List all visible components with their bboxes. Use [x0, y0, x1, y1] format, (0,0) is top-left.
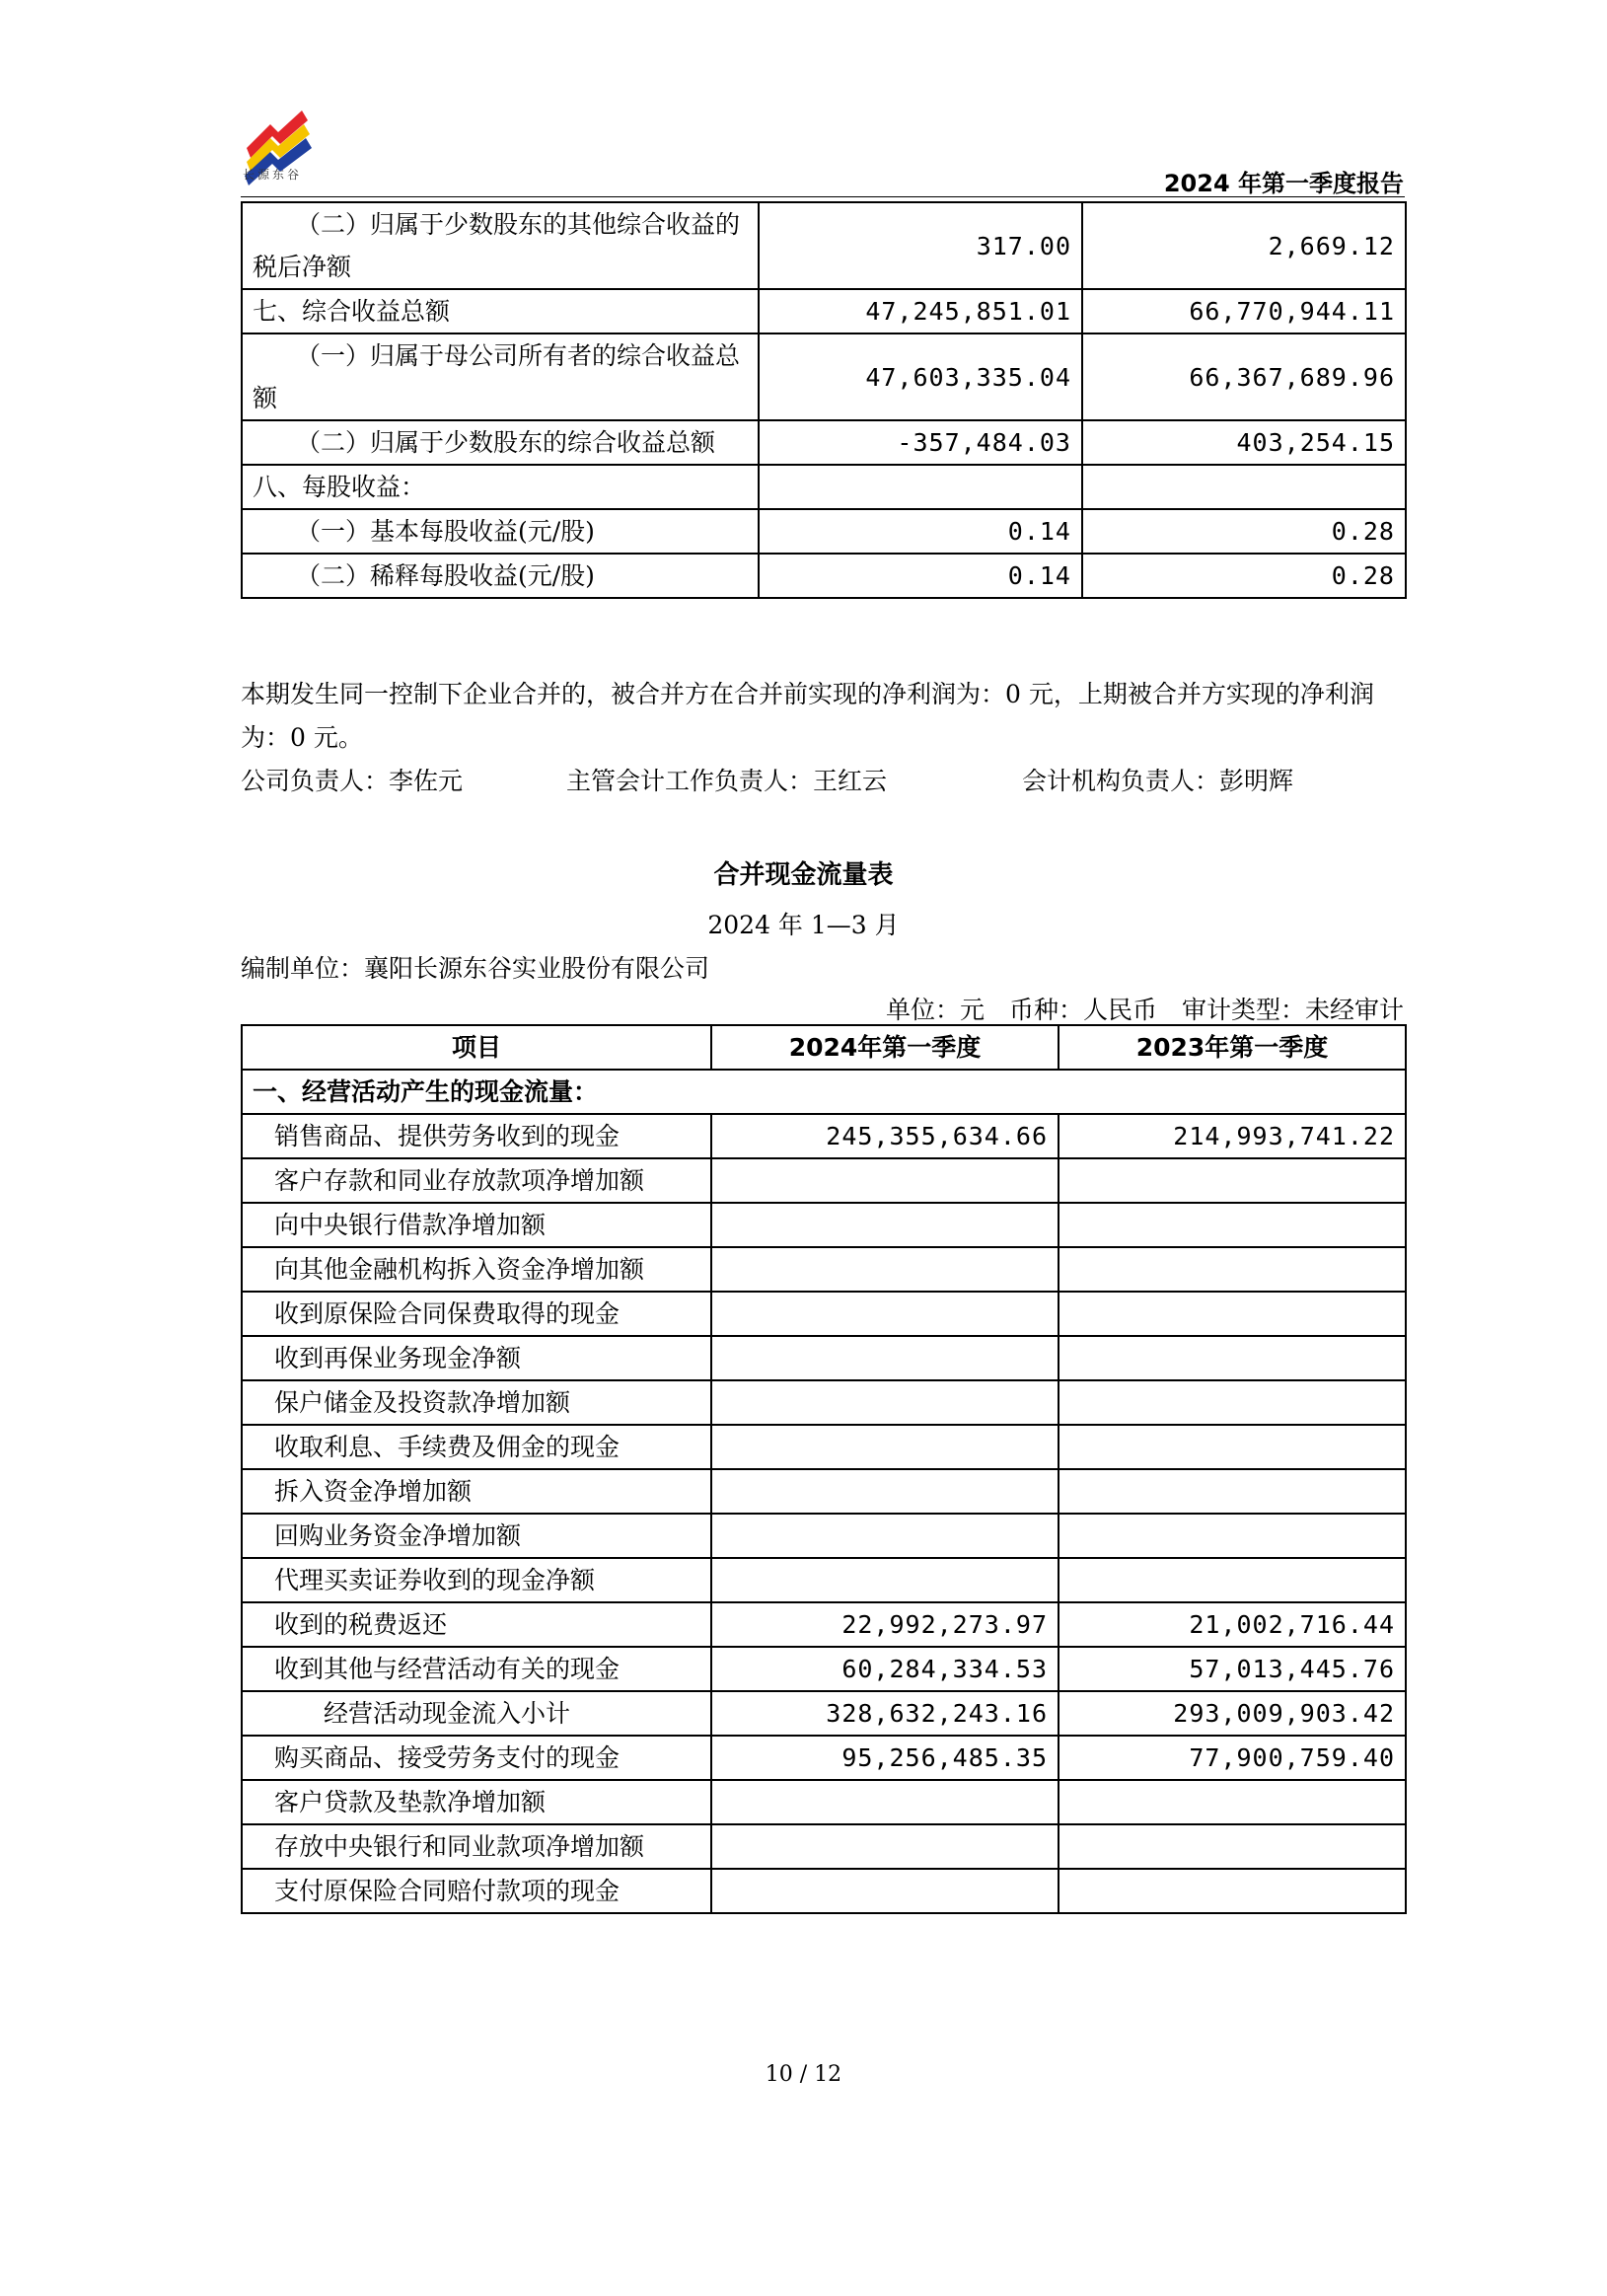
- cash-flow-title: 合并现金流量表: [713, 860, 894, 890]
- value-2023: [1059, 1514, 1406, 1558]
- value-2024: 245,355,634.66: [711, 1114, 1059, 1158]
- value-2023: [1059, 1158, 1406, 1203]
- value-2023: [1059, 1869, 1406, 1913]
- value-2024: [711, 1780, 1059, 1824]
- value-2024: 47,603,335.04: [759, 333, 1082, 420]
- row-label: 销售商品、提供劳务收到的现金: [242, 1114, 711, 1158]
- value-2024: [711, 1469, 1059, 1514]
- row-label: 回购业务资金净增加额: [242, 1514, 711, 1558]
- compiling-unit: 编制单位：襄阳长源东谷实业股份有限公司: [241, 954, 710, 983]
- value-2024: 22,992,273.97: [711, 1602, 1059, 1647]
- logo-text: 长源东谷: [243, 168, 303, 182]
- value-2023: [1059, 1380, 1406, 1425]
- table-row: [242, 1824, 1406, 1869]
- value-2023: [1059, 1824, 1406, 1869]
- column-header-2024: 2024年第一季度: [711, 1025, 1059, 1070]
- value-2023: [1059, 1425, 1406, 1469]
- value-2024: -357,484.03: [759, 420, 1082, 465]
- table-row: [242, 333, 1406, 420]
- table-row: [242, 1336, 1406, 1380]
- table-row: [242, 554, 1406, 598]
- table-row: [242, 465, 1406, 509]
- value-2023: [1059, 1292, 1406, 1336]
- value-2024: [711, 1247, 1059, 1292]
- row-label: 代理买卖证券收到的现金净额: [242, 1558, 711, 1602]
- merger-note: 本期发生同一控制下企业合并的，被合并方在合并前实现的净利润为：0 元，上期被合并方实现的净利润为：0 元。: [241, 680, 1374, 752]
- value-2023: 21,002,716.44: [1059, 1602, 1406, 1647]
- value-2023: 66,770,944.11: [1082, 289, 1406, 333]
- cash-flow-table: [241, 1024, 1407, 1914]
- value-2024: [711, 1203, 1059, 1247]
- cash-flow-period: 2024 年 1—3 月: [707, 911, 900, 939]
- table-row: [242, 1691, 1406, 1736]
- value-2024: [711, 1514, 1059, 1558]
- value-2024: 60,284,334.53: [711, 1647, 1059, 1691]
- table-row: [242, 1869, 1406, 1913]
- value-2024: 95,256,485.35: [711, 1736, 1059, 1780]
- currency-audit-meta: 单位：元 币种：人民币 审计类型：未经审计: [885, 996, 1404, 1024]
- row-label: 支付原保险合同赔付款项的现金: [242, 1869, 711, 1913]
- report-title: 2024 年第一季度报告: [1163, 170, 1404, 197]
- row-label: 向其他金融机构拆入资金净增加额: [242, 1247, 711, 1292]
- row-label: （一）基本每股收益(元/股): [242, 509, 759, 554]
- value-2023: [1059, 1469, 1406, 1514]
- section-header: 一、经营活动产生的现金流量：: [242, 1070, 1406, 1114]
- value-2023: [1059, 1336, 1406, 1380]
- row-label: 收到的税费返还: [242, 1602, 711, 1647]
- row-label: 保户储金及投资款净增加额: [242, 1380, 711, 1425]
- row-label: 收到再保业务现金净额: [242, 1336, 711, 1380]
- table-row: [242, 1602, 1406, 1647]
- row-label: （二）稀释每股收益(元/股): [242, 554, 759, 598]
- table-row: [242, 1247, 1406, 1292]
- table-row: [242, 1425, 1406, 1469]
- value-2023: 0.28: [1082, 554, 1406, 598]
- row-label: 购买商品、接受劳务支付的现金: [242, 1736, 711, 1780]
- row-label: 收到其他与经营活动有关的现金: [242, 1647, 711, 1691]
- table-row: [242, 1469, 1406, 1514]
- table-row: [242, 1380, 1406, 1425]
- row-label: 收取利息、手续费及佣金的现金: [242, 1425, 711, 1469]
- value-2023: [1059, 1247, 1406, 1292]
- row-label: 收到原保险合同保费取得的现金: [242, 1292, 711, 1336]
- header-divider: [241, 196, 1405, 197]
- table-row: [242, 1203, 1406, 1247]
- value-2023: 66,367,689.96: [1082, 333, 1406, 420]
- accounting-head: 主管会计工作负责人：王红云: [566, 767, 888, 795]
- column-header-item: 项目: [242, 1025, 711, 1070]
- row-label: 向中央银行借款净增加额: [242, 1203, 711, 1247]
- section-header-row: [242, 1070, 1406, 1114]
- value-2023: 2,669.12: [1082, 202, 1406, 289]
- value-2024: 317.00: [759, 202, 1082, 289]
- value-2023: [1082, 465, 1406, 509]
- row-label: 七、综合收益总额: [242, 289, 759, 333]
- value-2024: [711, 1869, 1059, 1913]
- table-row: [242, 509, 1406, 554]
- value-2023: [1059, 1558, 1406, 1602]
- table-row: [242, 1780, 1406, 1824]
- row-label: （二）归属于少数股东的综合收益总额: [242, 420, 759, 465]
- row-label: 八、每股收益：: [242, 465, 759, 509]
- value-2024: [711, 1158, 1059, 1203]
- table-row: [242, 1158, 1406, 1203]
- page-number: 10 / 12: [765, 2062, 842, 2087]
- table-row: [242, 1736, 1406, 1780]
- row-label: 客户存款和同业存放款项净增加额: [242, 1158, 711, 1203]
- row-label: 存放中央银行和同业款项净增加额: [242, 1824, 711, 1869]
- value-2024: [759, 465, 1082, 509]
- value-2023: 0.28: [1082, 509, 1406, 554]
- value-2024: [711, 1824, 1059, 1869]
- table-row: [242, 1558, 1406, 1602]
- table-row: [242, 1292, 1406, 1336]
- value-2024: 0.14: [759, 509, 1082, 554]
- table-row: [242, 1647, 1406, 1691]
- value-2023: 293,009,903.42: [1059, 1691, 1406, 1736]
- value-2024: 0.14: [759, 554, 1082, 598]
- accounting-org-head: 会计机构负责人：彭明辉: [1022, 767, 1294, 795]
- value-2024: [711, 1425, 1059, 1469]
- row-label: （二）归属于少数股东的其他综合收益的税后净额: [242, 202, 759, 289]
- value-2023: [1059, 1203, 1406, 1247]
- value-2023: [1059, 1780, 1406, 1824]
- value-2023: 77,900,759.40: [1059, 1736, 1406, 1780]
- value-2023: 57,013,445.76: [1059, 1647, 1406, 1691]
- table-row: [242, 202, 1406, 289]
- income-statement-table: [241, 201, 1407, 599]
- column-header-2023: 2023年第一季度: [1059, 1025, 1406, 1070]
- table-row: [242, 420, 1406, 465]
- value-2023: 214,993,741.22: [1059, 1114, 1406, 1158]
- value-2024: [711, 1292, 1059, 1336]
- row-label: 客户贷款及垫款净增加额: [242, 1780, 711, 1824]
- value-2023: 403,254.15: [1082, 420, 1406, 465]
- value-2024: [711, 1558, 1059, 1602]
- row-label: 经营活动现金流入小计: [242, 1691, 711, 1736]
- row-label: 拆入资金净增加额: [242, 1469, 711, 1514]
- company-head: 公司负责人：李佐元: [241, 767, 464, 795]
- value-2024: 47,245,851.01: [759, 289, 1082, 333]
- table-row: [242, 1514, 1406, 1558]
- table-header-row: [242, 1025, 1406, 1070]
- value-2024: [711, 1336, 1059, 1380]
- table-row: [242, 1114, 1406, 1158]
- table-row: [242, 289, 1406, 333]
- row-label: （一）归属于母公司所有者的综合收益总额: [242, 333, 759, 420]
- value-2024: 328,632,243.16: [711, 1691, 1059, 1736]
- value-2024: [711, 1380, 1059, 1425]
